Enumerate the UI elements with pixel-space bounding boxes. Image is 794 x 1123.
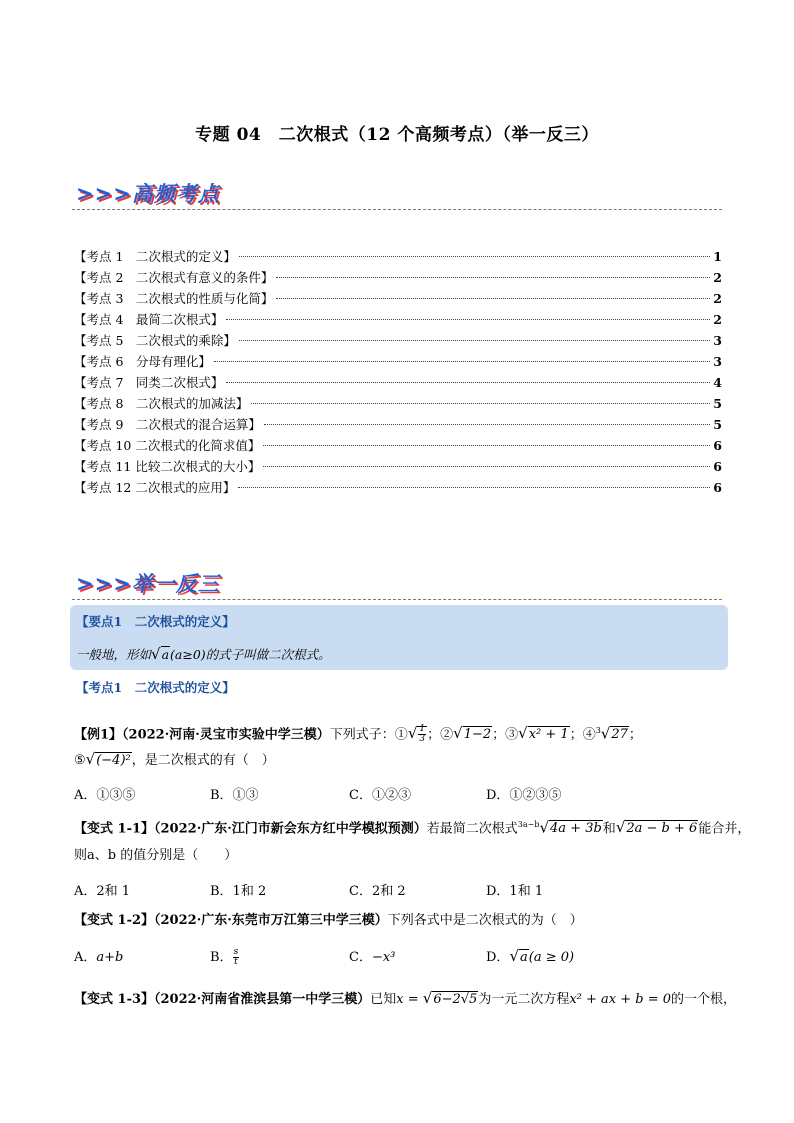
toc-leader-dots [251, 403, 710, 404]
variant-tag: 【变式 1-3】 [74, 992, 155, 1007]
option-d [486, 946, 574, 965]
toc-leader-dots [239, 256, 710, 257]
expr-2-label: ；② [427, 727, 454, 743]
toc-entry-page: 6 [713, 459, 722, 474]
toc-entry-title: 【考点 10 二次根式的化简求值】 [74, 438, 261, 453]
option-cond: (a ≥ 0) [528, 950, 575, 965]
toc-entry[interactable] [74, 330, 722, 351]
dashed-divider [72, 599, 722, 600]
variant-1-1-question [74, 815, 750, 839]
option-b: B．1和 2 [210, 884, 267, 899]
expr-2-radicand: 1−2 [463, 727, 492, 743]
option-c [349, 946, 395, 965]
toc-entry-title: 【考点 3 二次根式的性质与化简】 [74, 291, 274, 306]
toc-entry[interactable] [74, 414, 722, 435]
option-a: A．①③⑤ [74, 788, 136, 803]
variant-text: 下列各式中是二次根式的为（ ） [387, 913, 583, 928]
radical-1-radicand: 4a + 3b [550, 821, 602, 837]
toc-leader-dots [276, 277, 710, 278]
example-tail: ，是二次根式的有（ ） [131, 753, 275, 768]
expr-4-end: ； [628, 727, 642, 743]
expr-2: √1−2 [453, 724, 492, 743]
toc-entry[interactable] [74, 456, 722, 477]
variant-tail: 的一个根， [671, 992, 737, 1007]
dashed-divider [72, 209, 722, 210]
variant-source: （2022·广东·江门市新会东方红中学模拟预测） [154, 821, 427, 837]
variant-1-1-line2: 则a、b 的值分别是（ ） [74, 848, 238, 863]
key-desc-post: 的式子叫做二次根式。 [205, 647, 331, 662]
toc-entry[interactable] [74, 372, 722, 393]
frac-num: s [233, 947, 239, 957]
section-label: >>>高频考点 [76, 181, 220, 206]
option-letter: A． [74, 950, 97, 965]
expr-1-label: ① [394, 727, 408, 743]
toc-leader-dots [238, 487, 710, 488]
toc-entry-page: 5 [713, 396, 722, 411]
sqrt-symbol: √a [151, 645, 170, 663]
variant-mid: 和 [602, 821, 616, 837]
option-a [74, 946, 123, 965]
toc-leader-dots [214, 361, 710, 362]
option-value: a+b [96, 950, 124, 965]
variant-source: （2022·河南省淮滨县第一中学三模） [154, 992, 371, 1007]
expr-3-radicand: x² + 1 [528, 727, 569, 743]
toc-entry[interactable] [74, 351, 722, 372]
toc-entry[interactable] [74, 435, 722, 456]
option-letter: B． [210, 950, 233, 965]
toc-entry-page: 5 [713, 417, 722, 432]
toc-entry-page: 2 [713, 312, 722, 327]
radical-1: $^{3a-b}$√4a + 3b [517, 818, 602, 837]
page-title: 专题 04 二次根式（12 个高频考点）（举一反三） [195, 125, 599, 145]
option-a: A．2和 1 [74, 884, 131, 899]
root-index: 3a−b [517, 820, 540, 829]
section-header-high-frequency [72, 176, 722, 210]
x-radicand: 6−2√5 [433, 992, 478, 1007]
option-c: C．2和 2 [349, 884, 406, 899]
toc-entry-page: 3 [713, 354, 722, 369]
key-desc-pre: 一般地，形如 [76, 647, 152, 662]
toc-leader-dots [263, 466, 710, 467]
option-d: D．①②③⑤ [486, 788, 562, 803]
option-radicand: a [520, 950, 528, 965]
equation: x² + ax + b = 0 [569, 992, 672, 1007]
option-b [210, 946, 239, 967]
toc-entry-title: 【考点 12 二次根式的应用】 [74, 480, 236, 495]
variant-lead: 已知 [370, 992, 397, 1007]
toc-entry-page: 3 [713, 333, 722, 348]
toc-entry-title: 【考点 5 二次根式的乘除】 [74, 333, 236, 348]
expr-4-radicand: 27 [611, 727, 628, 743]
option-letter: C． [349, 950, 372, 965]
toc-entry[interactable] [74, 288, 722, 309]
frac-den: 3 [419, 734, 426, 745]
expr-5: √(−4)² [85, 750, 131, 768]
toc-entry-title: 【考点 1 二次根式的定义】 [74, 249, 236, 264]
toc-leader-dots [226, 319, 710, 320]
option-c: C．①②③ [349, 788, 411, 803]
toc-leader-dots [226, 382, 710, 383]
key-point-box [70, 605, 728, 670]
example-source: （2022·河南·灵宝市实验中学三模） [122, 727, 330, 743]
toc-leader-dots [276, 298, 710, 299]
toc-entry-page: 1 [713, 249, 722, 264]
variant-tag: 【变式 1-1】 [74, 821, 155, 837]
x-equals: x = [396, 992, 423, 1007]
frac-num: 1 [419, 724, 426, 735]
key-desc-radicand: a [161, 647, 170, 662]
toc-entry-page: 4 [713, 375, 722, 390]
toc-entry[interactable] [74, 246, 722, 267]
expr-4-label: ；④ [569, 727, 596, 743]
option-fraction [233, 948, 240, 967]
variant-lead: 若最简二次根式 [426, 821, 518, 837]
radical-2-radicand: 2a − b + 6 [626, 821, 698, 837]
toc-entry[interactable] [74, 393, 722, 414]
toc-entry-page: 6 [713, 480, 722, 495]
expr-3-label: ；③ [492, 727, 519, 743]
toc-leader-dots [263, 445, 710, 446]
section-label-text: 高频考点 [131, 181, 220, 206]
option-b: B．①③ [210, 788, 259, 803]
toc-entry-title: 【考点 7 同类二次根式】 [74, 375, 224, 390]
section-label: >>>举一反三 [76, 571, 220, 596]
expr-5-label: ⑤ [74, 753, 86, 768]
expr-3: √x² + 1 [518, 724, 569, 743]
example-1-question-line2 [74, 749, 275, 771]
variant-1-2-question [74, 911, 583, 931]
toc-entry[interactable] [74, 477, 722, 498]
option-letter: D． [486, 950, 510, 965]
example-1-question [74, 721, 642, 745]
toc-entry-page: 6 [713, 438, 722, 453]
root-index: 3 [595, 726, 601, 735]
variant-mid: 为一元二次方程 [478, 992, 570, 1007]
option-radical: √a [509, 947, 528, 965]
toc-entry-page: 2 [713, 270, 722, 285]
toc-leader-dots [239, 340, 710, 341]
example-tag: 【例1】 [74, 727, 123, 743]
variant-tail: 能合并， [698, 821, 751, 837]
expr-5-radicand: (−4)² [96, 753, 131, 768]
toc-entry[interactable] [74, 309, 722, 330]
variant-tag: 【变式 1-2】 [74, 913, 155, 928]
x-radical: √6−2√5 [422, 989, 478, 1007]
table-of-contents [74, 246, 722, 498]
frac-den: t [234, 957, 238, 967]
expr-4: $^3$√27 [595, 724, 628, 743]
radical-2: √2a − b + 6 [615, 818, 698, 837]
toc-entry-page: 2 [713, 291, 722, 306]
variant-source: （2022·广东·东莞市万江第三中学三模） [154, 913, 388, 928]
toc-entry-title: 【考点 8 二次根式的加减法】 [74, 396, 249, 411]
expr-1: √ $\frac{1}{3}$ [407, 724, 426, 745]
topic-title: 【考点1 二次根式的定义】 [76, 680, 235, 695]
section-label-text: 举一反三 [131, 571, 220, 596]
key-point-desc [76, 645, 331, 663]
key-point-title: 【要点1 二次根式的定义】 [76, 614, 235, 629]
toc-entry-title: 【考点 2 二次根式有意义的条件】 [74, 270, 274, 285]
key-desc-cond: (a≥0) [170, 647, 206, 662]
option-d: D．1和 1 [486, 884, 544, 899]
variant-1-3-question [74, 988, 736, 1010]
toc-entry-title: 【考点 4 最简二次根式】 [74, 312, 224, 327]
section-header-examples [72, 566, 722, 600]
toc-entry-title: 【考点 6 分母有理化】 [74, 354, 211, 369]
toc-leader-dots [264, 424, 710, 425]
toc-entry-title: 【考点 11 比较二次根式的大小】 [74, 459, 261, 474]
toc-entry-title: 【考点 9 二次根式的混合运算】 [74, 417, 261, 432]
toc-entry[interactable] [74, 267, 722, 288]
example-lead: 下列式子： [329, 727, 395, 743]
option-value: −x³ [371, 950, 396, 965]
